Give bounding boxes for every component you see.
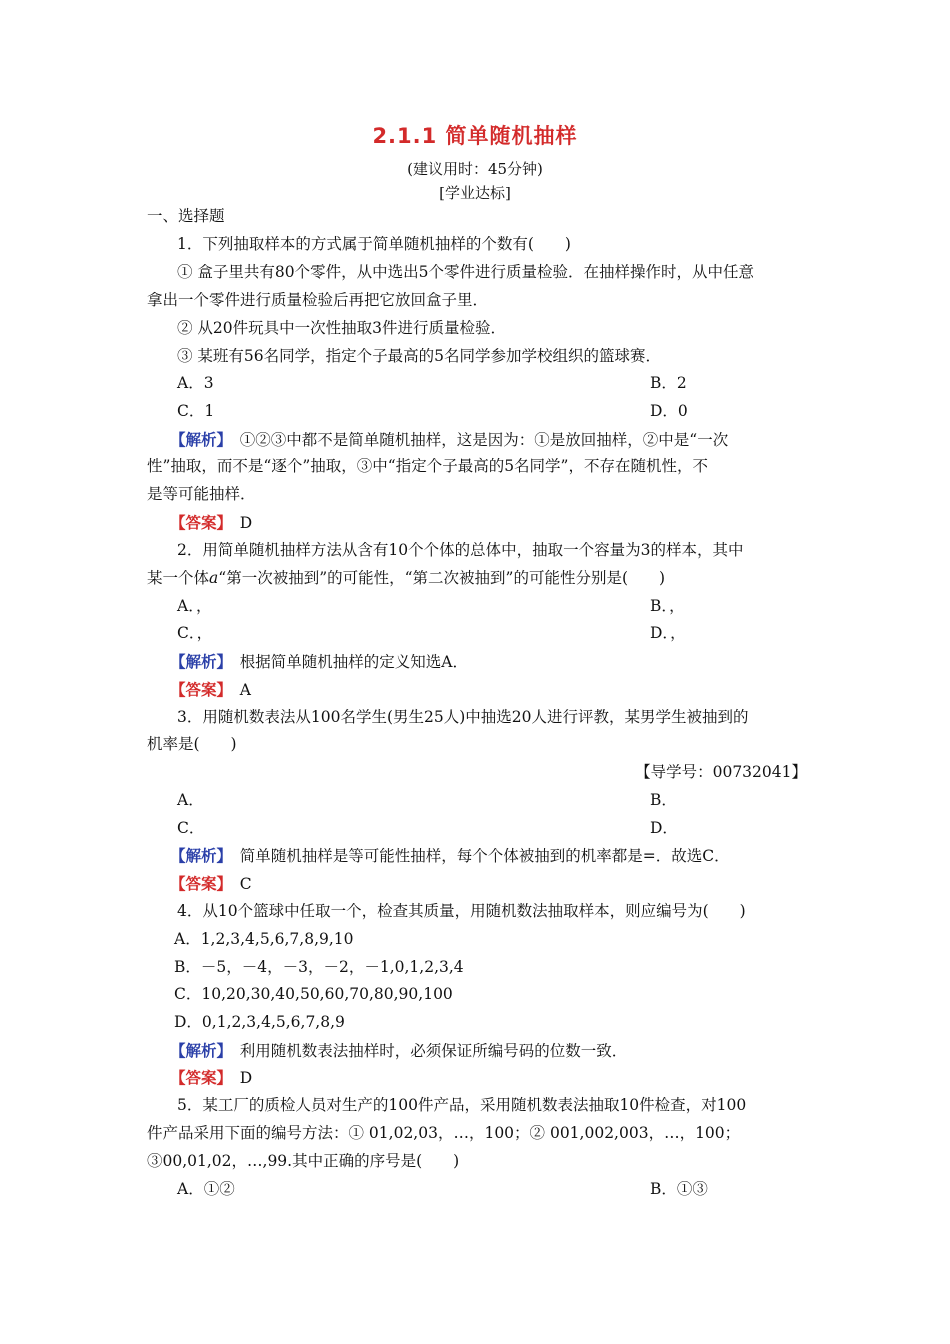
q5-stem-line1: 5．某工厂的质检人员对生产的100件产品，采用随机数表法抽取10件检查，对100 — [177, 1096, 747, 1114]
q3-option-b: B． — [650, 791, 677, 809]
q2-analysis — [170, 648, 830, 677]
q3-answer — [170, 870, 830, 899]
q3-analysis-label: 【解析】 — [170, 846, 225, 865]
q1-option-c: C．1 — [177, 402, 215, 420]
q1-answer — [170, 509, 830, 538]
q1-item2: ② 从20件玩具中一次性抽取3件进行质量检验． — [177, 319, 507, 337]
time-note: (建议用时：45分钟) — [407, 160, 543, 178]
part-heading: 一、选择题 — [147, 207, 225, 225]
q5-stem-line3: ③00,01,02，…,99.其中正确的序号是( ) — [147, 1152, 460, 1170]
q2-answer — [170, 676, 830, 705]
q3-stem-line1: 3．用随机数表法从100名学生(男生25人)中抽选20人进行评教，某男学生被抽到的 — [177, 708, 749, 726]
q1-analysis-line3: 是等可能抽样． — [147, 485, 256, 503]
q1-stem: 1．下列抽取样本的方式属于简单随机抽样的个数有( ) — [177, 235, 571, 253]
q1-options-row2 — [177, 398, 837, 426]
page-title: 2.1.1 简单随机抽样 — [372, 124, 578, 148]
q2-options-row2 — [177, 620, 837, 648]
q2-analysis-text: 根据简单随机抽样的定义知选A． — [224, 653, 468, 671]
q3-answer-label: 【答案】 — [170, 874, 225, 893]
q2-options-row1 — [177, 593, 837, 621]
q4-answer-value: D — [224, 1069, 253, 1087]
q3-options-row1 — [177, 787, 837, 815]
q5-option-a: A．①② — [177, 1180, 235, 1198]
q5-options-row1 — [177, 1176, 837, 1204]
q3-option-a: A． — [177, 791, 204, 809]
q3-option-d: D． — [650, 819, 678, 837]
q1-option-d: D．0 — [650, 402, 688, 420]
q1-item1-line2: 拿出一个零件进行质量检验后再把它放回盒子里． — [147, 291, 489, 309]
q2-stem-part2: “第一次被抽到”的可能性，“第二次被抽到”的可能性分别是( ) — [218, 569, 666, 587]
q4-analysis-text: 利用随机数表法抽样时，必须保证所编号码的位数一致． — [224, 1042, 628, 1060]
q4-answer-label: 【答案】 — [170, 1068, 225, 1087]
q2-stem-part1: 某一个体 — [147, 569, 210, 587]
q3-options-row2 — [177, 815, 837, 843]
q4-analysis — [170, 1037, 830, 1066]
q1-analysis-line1 — [170, 426, 830, 455]
q5-option-b: B．①③ — [650, 1180, 708, 1198]
section-label: [学业达标] — [439, 184, 511, 202]
q3-analysis-text: 简单随机抽样是等可能性抽样，每个个体被抽到的机率都是=．故选C． — [224, 847, 730, 865]
q1-analysis-line2: 性”抽取，而不是“逐个”抽取，③中“指定个子最高的5名同学”，不存在随机性，不 — [147, 457, 708, 475]
q2-answer-label: 【答案】 — [170, 680, 225, 699]
q3-guide-number: 【导学号：00732041】 — [635, 763, 807, 781]
q1-analysis-text: ①②③中都不是简单随机抽样，这是因为：①是放回抽样，②中是“一次 — [224, 431, 729, 449]
q2-analysis-label: 【解析】 — [170, 652, 225, 671]
q4-option-b: B．－5，－4，－3，－2，－1,0,1,2,3,4 — [174, 958, 464, 976]
q2-stem-line1: 2．用简单随机抽样方法从含有10个个体的总体中，抽取一个容量为3的样本，其中 — [177, 541, 744, 559]
q4-stem: 4．从10个篮球中任取一个，检查其质量，用随机数法抽取样本，则应编号为( ) — [177, 902, 746, 920]
q1-item1-line1: ① 盒子里共有80个零件，从中选出5个零件进行质量检验．在抽样操作时，从中任意 — [177, 263, 755, 281]
q2-option-c: C．， — [177, 624, 213, 642]
q1-option-b: B．2 — [650, 374, 687, 392]
q4-analysis-label: 【解析】 — [170, 1041, 225, 1060]
q3-answer-value: C — [224, 875, 252, 893]
q1-answer-value: D — [224, 514, 253, 532]
q3-option-c: C． — [177, 819, 205, 837]
q1-item3: ③ 某班有56名同学，指定个子最高的5名同学参加学校组织的篮球赛． — [177, 347, 662, 365]
q4-answer — [170, 1064, 830, 1093]
q1-option-a: A．3 — [177, 374, 214, 392]
q2-option-b: B．， — [650, 597, 685, 615]
q2-variable: a — [209, 569, 219, 587]
q3-stem-line2: 机率是( ) — [147, 735, 237, 753]
q4-option-d: D．0,1,2,3,4,5,6,7,8,9 — [174, 1013, 345, 1031]
q2-stem-line2 — [147, 565, 807, 593]
q2-option-d: D．， — [650, 624, 686, 642]
q2-answer-value: A — [224, 681, 251, 699]
q1-options-row1 — [177, 370, 837, 398]
q4-option-c: C．10,20,30,40,50,60,70,80,90,100 — [174, 985, 453, 1003]
q2-option-a: A．， — [177, 597, 212, 615]
q5-stem-line2: 件产品采用下面的编号方法：① 01,02,03，…，100；② 001,002,003，…，100； — [147, 1124, 741, 1142]
q1-answer-label: 【答案】 — [170, 513, 225, 532]
q3-analysis — [170, 842, 830, 871]
q4-option-a: A．1,2,3,4,5,6,7,8,9,10 — [174, 930, 354, 948]
q1-analysis-label: 【解析】 — [170, 430, 225, 449]
